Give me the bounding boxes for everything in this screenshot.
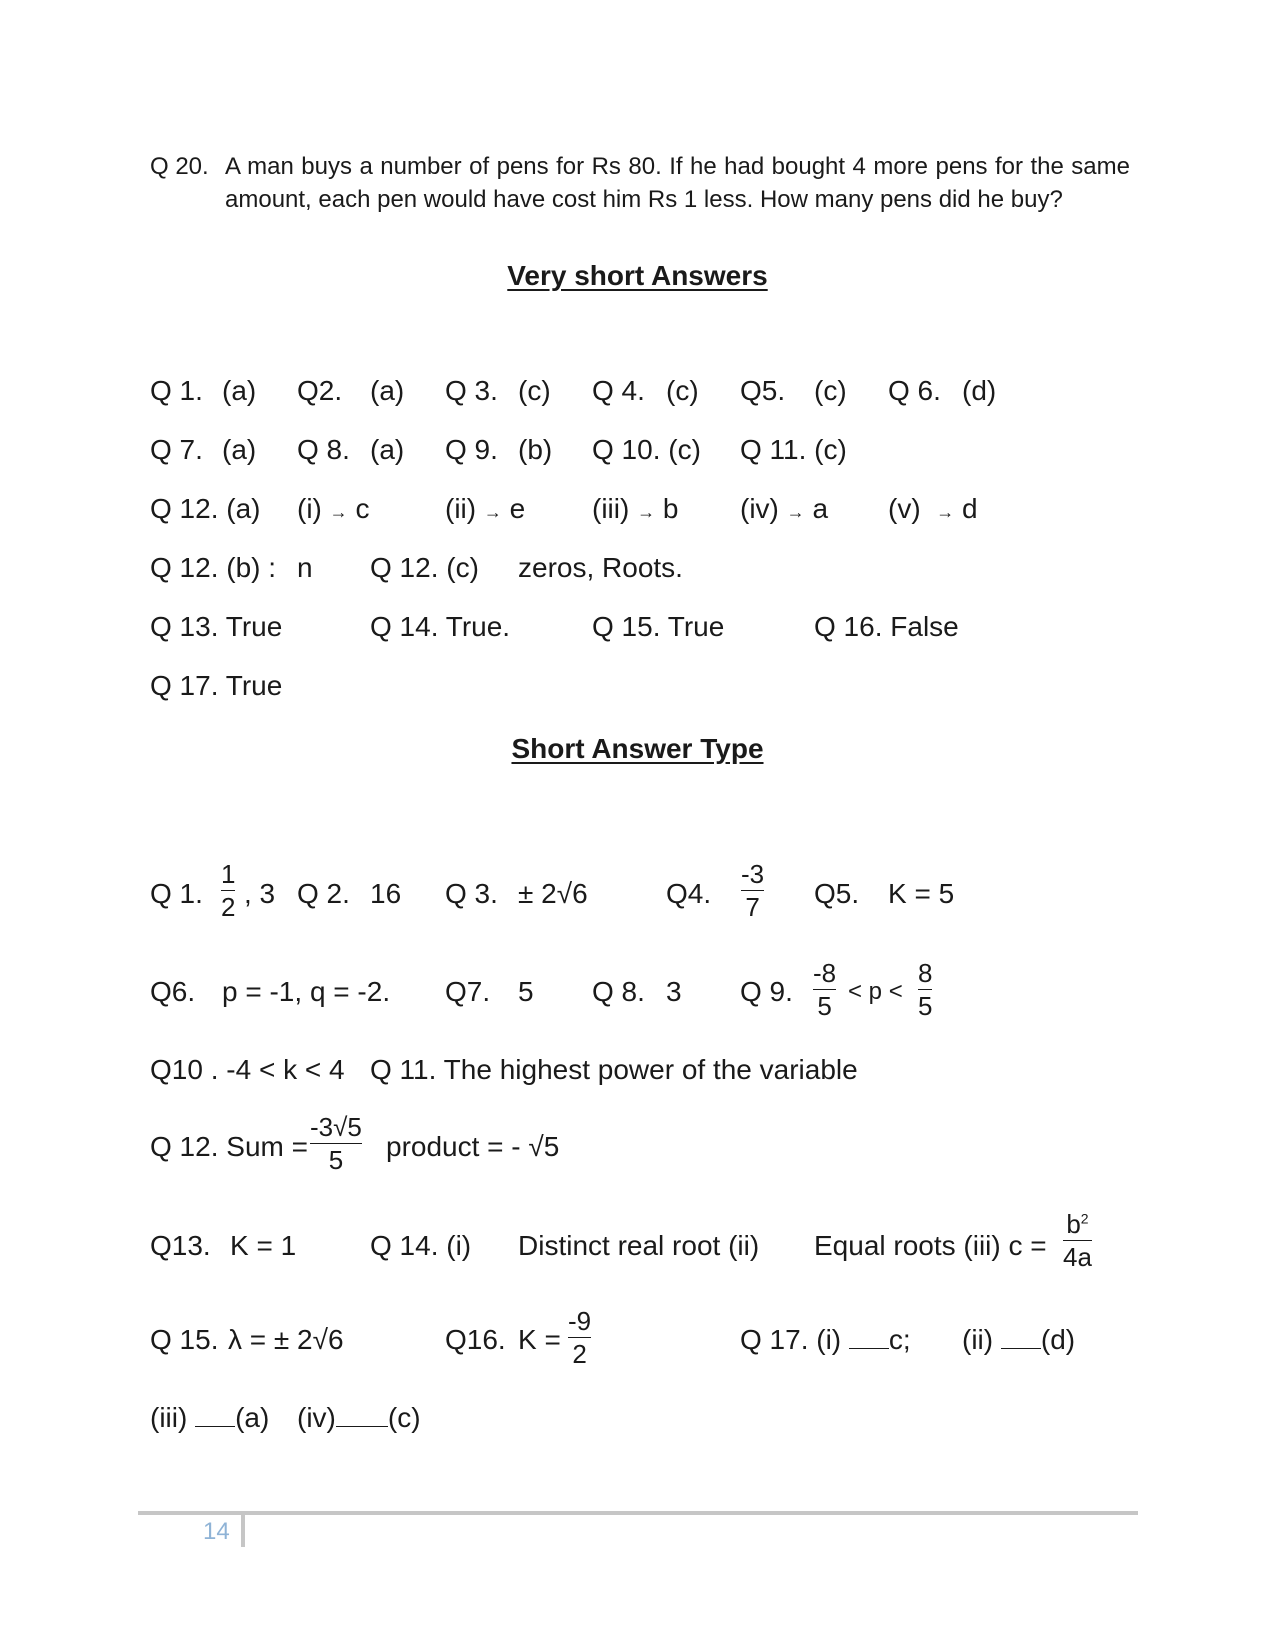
vs-q15: Q 15. True: [592, 611, 725, 642]
denominator: 4a: [1063, 1242, 1092, 1272]
vs-q2-answer: (a): [370, 375, 405, 406]
answer-blank: [195, 1404, 235, 1427]
vs-q10: Q 10. (c): [592, 434, 701, 465]
numerator: 8: [918, 958, 933, 988]
denominator: 5: [328, 1145, 344, 1175]
very-short-answers-heading: Very short Answers: [507, 260, 768, 291]
sa-q14-part-i: Distinct real root (ii): [518, 1230, 760, 1261]
sa-q13-label: Q13.: [150, 1230, 211, 1261]
sa-q9-inequality: < p <: [848, 978, 903, 1005]
sa-q6-label: Q6.: [150, 976, 196, 1007]
sa-q15-answer: λ = ± 2√6: [228, 1324, 344, 1355]
sa-q8-label: Q 8.: [592, 976, 645, 1007]
sa-q1-rest: , 3: [244, 878, 276, 909]
match-item: (v) → d: [888, 493, 978, 524]
fraction-bar: [813, 989, 836, 990]
fraction-bar: [1063, 1240, 1092, 1241]
exponent: 2: [1080, 1210, 1089, 1227]
vs-q5-label: Q5.: [740, 375, 786, 406]
vs-q12b-answer: n: [297, 552, 313, 583]
sa-q16-fraction: [568, 1308, 591, 1367]
vs-q9-answer: (b): [518, 434, 553, 465]
sa-q14-fraction: [1063, 1211, 1092, 1270]
sa-q7-answer: 5: [518, 976, 534, 1007]
arrow-right-icon: →: [936, 502, 955, 522]
sa-q15-label: Q 15.: [150, 1324, 219, 1355]
denominator: 7: [745, 892, 760, 922]
vs-q1-label: Q 1.: [150, 375, 203, 406]
sa-q3-label: Q 3.: [445, 878, 498, 909]
sa-q17: Q 17. (i) c;: [740, 1324, 911, 1355]
sa-q4-label: Q4.: [666, 878, 712, 909]
sa-q2-answer: 16: [370, 878, 402, 909]
vs-q8-label: Q 8.: [297, 434, 350, 465]
question-20: [150, 150, 1130, 216]
page-number-bar: [241, 1515, 245, 1547]
vs-q4-answer: (c): [666, 375, 699, 406]
fraction-bar: [221, 890, 235, 891]
match-item: (ii) → e: [445, 493, 526, 524]
denominator: 5: [918, 991, 933, 1021]
denominator: 2: [221, 892, 236, 922]
vs-q16: Q 16. False: [814, 611, 959, 642]
footer-divider: [138, 1511, 1138, 1515]
sa-q14-part-ii: Equal roots (iii) c =: [814, 1230, 1047, 1261]
vs-q14: Q 14. True.: [370, 611, 511, 642]
answer-blank: [336, 1404, 388, 1427]
vs-q1-answer: (a): [222, 375, 257, 406]
numerator: -3: [741, 859, 765, 889]
arrow-right-icon: →: [329, 502, 348, 522]
sa-q1-fraction: [221, 861, 235, 920]
question-text: A man buys a number of pens for Rs 80. If he had bought 4 more pens for the same amount, each pen would have cost him Rs 1 less. How many pens did he buy?: [225, 153, 1130, 213]
numerator: 1: [221, 859, 236, 889]
vs-q6-label: Q 6.: [888, 375, 941, 406]
numerator: -8: [813, 958, 837, 988]
vs-q12a-label: Q 12. (a): [150, 493, 261, 524]
sa-q5-answer: K = 5: [888, 878, 955, 909]
denominator: 2: [572, 1339, 587, 1369]
sa-q11: Q 11. The highest power of the variable: [370, 1054, 858, 1085]
answer-blank: [1001, 1326, 1041, 1349]
vs-q12c-label: Q 12. (c): [370, 552, 479, 583]
short-answer-type-heading: Short Answer Type: [511, 733, 764, 764]
vs-q12b-label: Q 12. (b) :: [150, 552, 277, 583]
sa-q6-answer: p = -1, q = -2.: [222, 976, 391, 1007]
match-item: (iii) → b: [592, 493, 679, 524]
vs-q6-answer: (d): [962, 375, 997, 406]
arrow-right-icon: →: [483, 502, 502, 522]
vs-q2-label: Q2.: [297, 375, 343, 406]
sa-q8-answer: 3: [666, 976, 682, 1007]
sa-q17-iii: (iii) (a): [150, 1402, 270, 1433]
sa-q1-label: Q 1.: [150, 878, 203, 909]
sa-q10: Q10 . -4 < k < 4: [150, 1054, 345, 1085]
match-item: (iv) → a: [740, 493, 829, 524]
fraction-bar: [568, 1337, 591, 1338]
vs-q7-label: Q 7.: [150, 434, 203, 465]
sa-q9-label: Q 9.: [740, 976, 793, 1007]
vs-q5-answer: (c): [814, 375, 847, 406]
denominator: 5: [817, 991, 832, 1021]
vs-q4-label: Q 4.: [592, 375, 645, 406]
sa-q17-iv: (iv) (c): [297, 1402, 421, 1433]
vs-q3-answer: (c): [518, 375, 551, 406]
sa-q3-answer: ± 2√6: [518, 878, 588, 909]
sa-q16-label: Q16.: [445, 1324, 506, 1355]
vs-q17: Q 17. True: [150, 670, 283, 701]
fraction-bar: [741, 890, 764, 891]
numerator: $b^2$: [1066, 1209, 1089, 1239]
sa-q16-lhs: K =: [518, 1324, 561, 1355]
vs-q11: Q 11. (c): [740, 434, 847, 465]
sa-q7-label: Q7.: [445, 976, 491, 1007]
sa-q13-answer: K = 1: [230, 1230, 297, 1261]
question-number: Q 20.: [150, 153, 209, 180]
numerator: -9: [568, 1306, 592, 1336]
vs-q7-answer: (a): [222, 434, 257, 465]
vs-q3-label: Q 3.: [445, 375, 498, 406]
sa-q17-ii: (ii) (d): [962, 1324, 1076, 1355]
vs-q8-answer: (a): [370, 434, 405, 465]
fraction-bar: [310, 1143, 362, 1144]
arrow-right-icon: →: [786, 502, 805, 522]
sa-q5-label: Q5.: [814, 878, 860, 909]
sa-q9-fraction-left: [813, 960, 836, 1019]
page-number: 14: [203, 1518, 230, 1545]
vs-q9-label: Q 9.: [445, 434, 498, 465]
sa-q12-label: Q 12. Sum =: [150, 1131, 308, 1162]
numerator: -3√5: [310, 1112, 362, 1142]
arrow-right-icon: →: [637, 502, 656, 522]
fraction-bar: [918, 989, 932, 990]
vs-q12c-answer: zeros, Roots.: [518, 552, 683, 583]
sa-q2-label: Q 2.: [297, 878, 350, 909]
vs-q13: Q 13. True: [150, 611, 283, 642]
sa-q4-fraction: [741, 861, 764, 920]
answer-blank: [849, 1326, 889, 1349]
sa-q9-fraction-right: [918, 960, 932, 1019]
match-item: (i) → c: [297, 493, 370, 524]
sa-q12-fraction: [310, 1114, 362, 1173]
sa-q12-product: product = - √5: [386, 1131, 560, 1162]
sa-q14-label: Q 14. (i): [370, 1230, 472, 1261]
